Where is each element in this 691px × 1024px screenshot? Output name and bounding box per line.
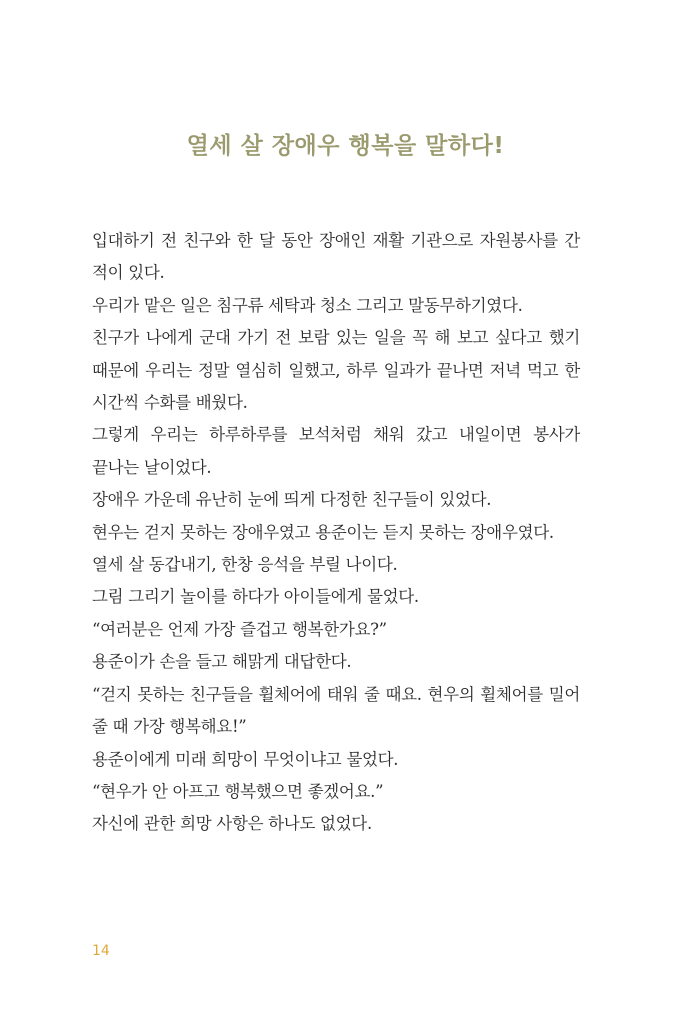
- paragraph: “현우가 안 아프고 행복했으면 좋겠어요.”: [92, 781, 384, 801]
- paragraph: 친구가 나에게 군대 가기 전 보람 있는 일을 꼭 해 보고 싶다고 했기 때문에 우리는 정말 열심히 일했고, 하루 일과가 끝나면 저녁 먹고 한 시간씩 수화를 배웠다.: [92, 328, 580, 413]
- paragraph: “여러분은 언제 가장 즐겁고 행복한가요?”: [92, 619, 387, 639]
- chapter-title: 열세 살 장애우 행복을 말하다!: [186, 133, 505, 160]
- paragraph: 장애우 가운데 유난히 눈에 띄게 다정한 친구들이 있었다.: [92, 490, 492, 510]
- paragraph: 그렇게 우리는 하루하루를 보석처럼 채워 갔고 내일이면 봉사가 끝나는 날이었다.: [92, 425, 580, 477]
- paragraph: 그림 그리기 놀이를 하다가 아이들에게 물었다.: [92, 587, 419, 607]
- paragraph: “걷지 못하는 친구들을 휠체어에 태워 줄 때요. 현우의 휠체어를 밀어 줄 때 가장 행복해요!”: [92, 684, 580, 737]
- body-text: [92, 225, 580, 841]
- page-number: 14: [92, 943, 110, 959]
- paragraph: 우리가 맡은 일은 침구류 세탁과 청소 그리고 말동무하기였다.: [92, 295, 523, 315]
- paragraph: 용준이가 손을 들고 해맑게 대답한다.: [92, 652, 352, 672]
- paragraph: 현우는 걷지 못하는 장애우였고 용준이는 듣지 못하는 장애우였다.: [92, 522, 554, 542]
- paragraph: 입대하기 전 친구와 한 달 동안 장애인 재활 기관으로 자원봉사를 간 적이 있다.: [92, 231, 580, 283]
- paragraph: 열세 살 동갑내기, 한창 응석을 부릴 나이다.: [92, 555, 398, 575]
- paragraph: 용준이에게 미래 희망이 무엇이냐고 물었다.: [92, 749, 399, 769]
- paragraph: 자신에 관한 희망 사항은 하나도 없었다.: [92, 814, 372, 834]
